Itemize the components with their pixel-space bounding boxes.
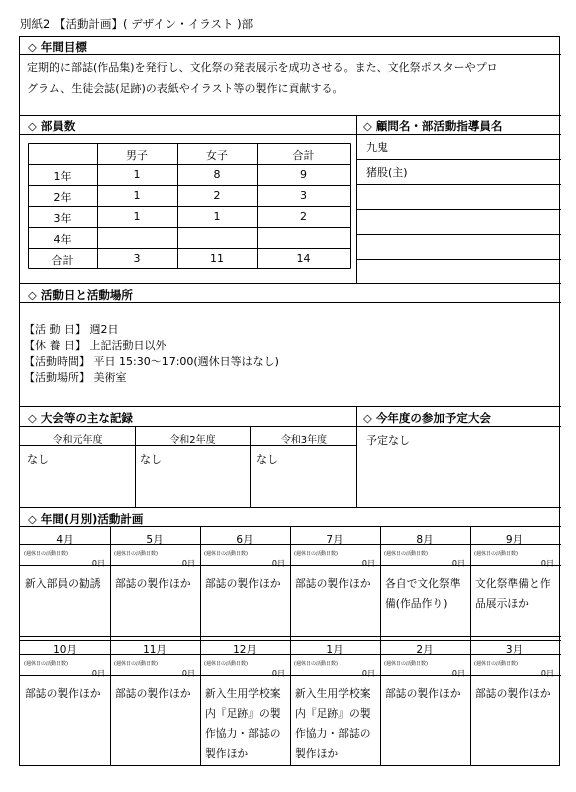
members-row-label: 合計	[51, 254, 74, 267]
planned-value: 予定なし	[366, 434, 410, 447]
holiday-days-label: (週休日の活動日数)	[24, 661, 68, 667]
month-label: 8月	[416, 534, 434, 546]
activity-plan-form	[19, 36, 560, 766]
monthly-plan-text: 新入部員の勧誘	[25, 577, 101, 590]
monthly-plan-text: 新入生用学校案内『足跡』の製作協力・部誌の製作ほか	[205, 687, 281, 760]
activity-line: 【活動時間】 平日 15:30～17:00(週休日等はなし)	[24, 355, 279, 368]
month-label: 5月	[146, 534, 164, 546]
month-label: 10月	[53, 644, 77, 656]
planned-heading: ◇ 今年度の参加予定大会	[363, 411, 491, 425]
holiday-days-label: (週休日の活動日数)	[204, 551, 248, 557]
monthly-plan-text: 部誌の製作ほか	[205, 577, 281, 590]
monthly-plan-text: 文化祭準備と作品展示ほか	[475, 577, 551, 610]
monthly-plan-text: 部誌の製作ほか	[385, 687, 461, 700]
members-header-cell: 男子	[126, 149, 148, 162]
holiday-days-value: 0日	[91, 559, 105, 568]
members-count-cell: 2	[213, 189, 221, 202]
holiday-days-label: (週休日の活動日数)	[384, 551, 428, 557]
record-value: なし	[27, 453, 49, 466]
members-heading: ◇ 部員数	[28, 119, 76, 133]
holiday-days-value: 0日	[181, 559, 195, 568]
record-year: 令和3年度	[280, 435, 328, 446]
annual-goal-text	[27, 57, 553, 99]
monthly-plan-text: 部誌の製作ほか	[115, 687, 191, 700]
month-label: 9月	[505, 534, 524, 546]
members-count-cell: 3	[300, 189, 307, 202]
holiday-days-label: (週休日の活動日数)	[294, 551, 338, 557]
activity-line: 【活動場所】 美術室	[24, 371, 127, 384]
holiday-days-value: 0日	[361, 669, 375, 678]
holiday-days-label: (週休日の活動日数)	[24, 551, 68, 557]
holiday-days-label: (週休日の活動日数)	[474, 661, 518, 667]
holiday-days-value: 0日	[271, 559, 285, 568]
members-row-label: 1年	[53, 170, 72, 183]
holiday-days-label: (週休日の活動日数)	[204, 661, 248, 667]
monthly-plan-text: 部誌の製作ほか	[295, 577, 371, 590]
members-row-label: 2年	[53, 191, 72, 204]
holiday-days-value: 0日	[540, 669, 554, 678]
holiday-days-label: (週休日の活動日数)	[114, 551, 158, 557]
activity-line: 【活 動 日】 週2日	[24, 323, 119, 336]
month-label: 3月	[505, 644, 524, 656]
activity-details	[24, 322, 279, 386]
record-year: 令和元年度	[52, 435, 103, 446]
activity-heading: ◇ 活動日と活動場所	[28, 288, 133, 302]
page-title: 別紙2 【活動計画】( デザイン・イラスト )部	[20, 17, 254, 31]
activity-line: 【休 養 日】 上記活動日以外	[24, 339, 167, 352]
month-label: 11月	[143, 644, 167, 656]
record-value: なし	[140, 453, 162, 466]
annual-goal-heading: ◇ 年間目標	[28, 40, 87, 54]
annual-goal-line: 定期的に部誌(作品集)を発行し、文化祭の発表展示を成功させる。また、文化祭ポスターやプロ	[27, 61, 498, 74]
members-count-cell: 14	[296, 252, 311, 265]
record-value: なし	[256, 453, 278, 466]
advisors-heading: ◇ 顧問名・部活動指導員名	[363, 119, 503, 133]
members-count-cell: 1	[133, 210, 141, 223]
annual-goal-line: グラム、生徒会誌(足跡)の表紙やイラスト等の製作に貢献する。	[27, 82, 344, 95]
holiday-days-label: (週休日の活動日数)	[114, 661, 158, 667]
holiday-days-label: (週休日の活動日数)	[294, 661, 338, 667]
holiday-days-label: (週休日の活動日数)	[474, 551, 518, 557]
month-label: 12月	[233, 644, 257, 656]
members-row-label: 4年	[53, 233, 72, 246]
monthly-heading: ◇ 年間(月別)活動計画	[28, 512, 144, 526]
month-label: 6月	[236, 534, 254, 546]
holiday-days-value: 0日	[361, 559, 375, 568]
monthly-plan-text: 部誌の製作ほか	[475, 687, 551, 700]
members-count-cell: 1	[133, 189, 141, 202]
members-count-cell: 9	[300, 168, 307, 181]
holiday-days-value: 0日	[271, 669, 285, 678]
records-heading: ◇ 大会等の主な記録	[28, 411, 133, 425]
month-label: 1月	[326, 644, 344, 656]
month-label: 4月	[56, 534, 74, 546]
members-count-cell: 1	[213, 210, 221, 223]
monthly-plan-text: 新入生用学校案内『足跡』の製作協力・部誌の製作ほか	[295, 687, 371, 760]
members-count-cell: 11	[210, 252, 224, 265]
holiday-days-value: 0日	[451, 669, 465, 678]
advisor-name: 九鬼	[366, 141, 388, 154]
holiday-days-label: (週休日の活動日数)	[384, 661, 428, 667]
record-year: 令和2年度	[169, 435, 216, 446]
members-count-cell: 2	[300, 210, 307, 223]
holiday-days-value: 0日	[91, 669, 105, 678]
members-count-cell: 3	[133, 252, 141, 265]
monthly-plan-text: 各自で文化祭準備(作品作り)	[385, 577, 461, 610]
members-header-cell: 女子	[206, 149, 228, 162]
holiday-days-value: 0日	[540, 559, 554, 568]
advisor-name: 猪股(主)	[366, 166, 408, 179]
month-label: 7月	[326, 534, 344, 546]
holiday-days-value: 0日	[181, 669, 195, 678]
members-row-label: 3年	[53, 212, 72, 225]
members-count-cell: 8	[213, 168, 221, 181]
month-label: 2月	[416, 644, 434, 656]
members-header-cell: 合計	[292, 149, 315, 162]
holiday-days-value: 0日	[451, 559, 465, 568]
monthly-plan-text: 部誌の製作ほか	[25, 687, 101, 700]
monthly-plan-text: 部誌の製作ほか	[115, 577, 191, 590]
members-count-cell: 1	[133, 168, 141, 181]
